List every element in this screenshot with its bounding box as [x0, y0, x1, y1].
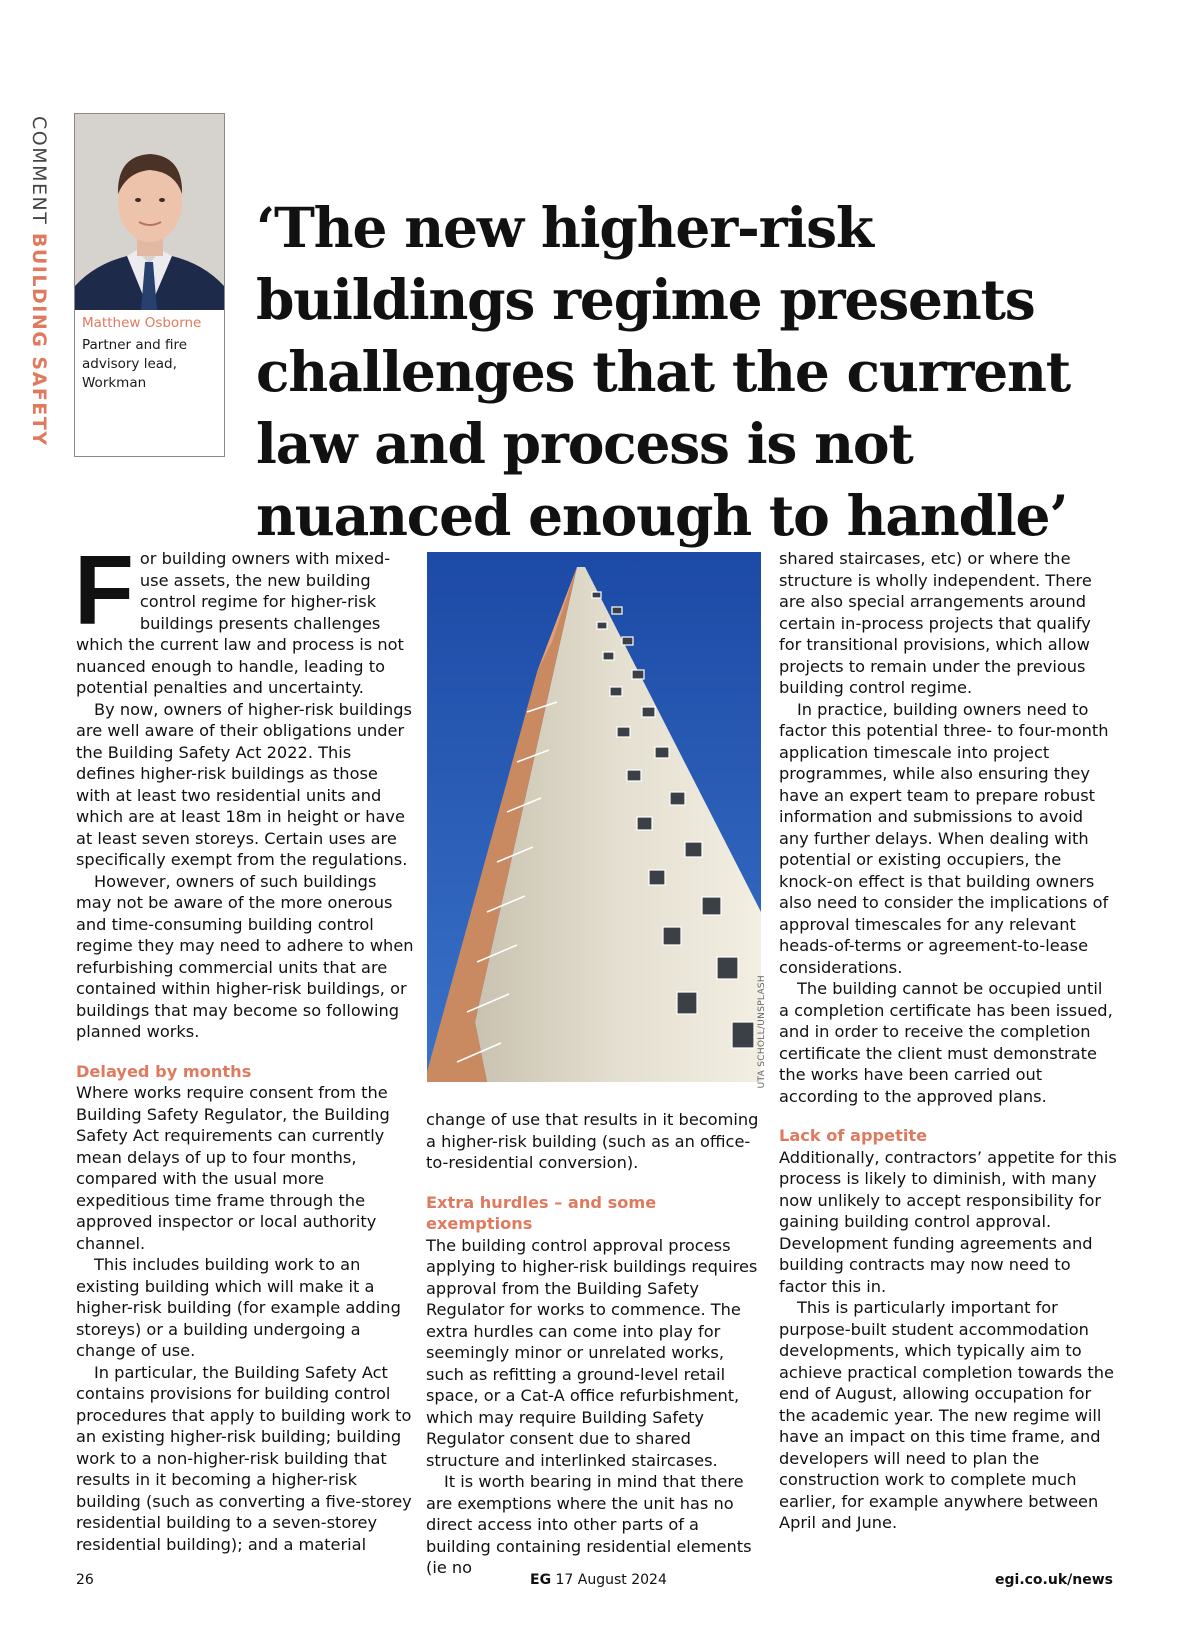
article-column-1	[74, 535, 414, 1555]
subheading: Lack of appetite	[779, 1126, 928, 1145]
paragraph: Where works require consent from the Building Safety Regulator, the Building Safety Act requirements can currently mean delays of up to four months, compared with the usual more expeditious time frame through the approved inspector or local authority channel.	[76, 1083, 390, 1253]
page-number: 26	[76, 1572, 94, 1588]
section-label	[27, 116, 51, 447]
section-name: COMMENT	[28, 116, 50, 226]
author-name: Matthew Osborne	[82, 315, 202, 331]
paragraph: This includes building work to an existing building which will make it a higher-risk building (for example adding storeys) or a building undergoing a change of use.	[76, 1255, 401, 1360]
author-card	[74, 113, 225, 457]
paragraph: This is particularly important for purpose-built student accommodation developments, which typically aim to achieve practical completion towards the end of August, allowing occupation for the academic year. The new regime will have an impact on this time frame, and developers will need to plan the construction work to complete much earlier, for example anywhere between April and June.	[779, 1298, 1114, 1532]
publication-date: 17 August 2024	[555, 1572, 667, 1588]
paragraph: Additionally, contractors’ appetite for this process is likely to diminish, with many now unlikely to accept responsibility for gaining building control approval. Development funding agreements and building contracts may now need to factor this in.	[779, 1147, 1117, 1296]
article-column-3	[779, 548, 1117, 1534]
paragraph: It is worth bearing in mind that there are exemptions where the unit has no direct access into other parts of a building containing residential elements (ie no	[426, 1472, 752, 1577]
headline: ‘The new higher-risk buildings regime presents challenges that the current law and process is not nuanced enough to handle’	[256, 195, 1070, 548]
paragraph: By now, owners of higher-risk buildings are well aware of their obligations under the Building Safety Act 2022. This defines higher-risk buildings as those with at least two residential units and which are at least 18m in height or have at least seven storeys. Certain uses are specifically exempt from the regulations.	[76, 699, 412, 869]
paragraph: However, owners of such buildings may not be aware of the more onerous and time-consuming building control regime they may need to adhere to when refurbishing commercial units that are contained within higher-risk buildings, or buildings that may become so following planned works.	[76, 871, 414, 1041]
paragraph: change of use that results in it becoming a higher-risk building (such as an office-to-residential conversion).	[426, 1110, 759, 1172]
paragraph: The building cannot be occupied until a completion certificate has been issued, and in order to receive the completion certificate the client must demonstrate the works have been carried out according to the approved plans.	[779, 979, 1113, 1106]
publication-name: EG	[530, 1572, 552, 1588]
drop-cap: F	[74, 535, 134, 645]
site-url[interactable]: egi.co.uk/news	[995, 1572, 1113, 1588]
paragraph: shared staircases, etc) or where the structure is wholly independent. There are also special arrangements around certain in-process projects that qualify for transitional provisions, which allow projects to remain under the previous building control regime.	[779, 549, 1092, 697]
paragraph: In practice, building owners need to factor this potential three- to four-month application timescale into project programmes, while also ensuring they have an expert team to prepare robust information and submissions to avoid any further delays. When dealing with potential or existing occupiers, the knock-on effect is that building owners also need to consider the implications of approval timescales for any relevant heads-of-terms or agreement-to-lease considerations.	[779, 699, 1109, 977]
author-role: Partner and fire advisory lead, Workman	[82, 337, 188, 391]
paragraph: In particular, the Building Safety Act contains provisions for building control procedures that apply to building work to an existing higher-risk building; building work to a non-higher-risk building that results in it becoming a higher-risk building (such as converting a five-storey residential building to a seven-storey residential building); and a material	[76, 1362, 412, 1554]
author-photo	[75, 114, 224, 310]
paragraph: For building owners with mixed-use assets, the new building control regime for higher-risk buildings presents challenges which the current law and process is not nuanced enough to handle, leading to potential penalties and uncertainty.	[74, 535, 404, 697]
article-column-2	[426, 1109, 766, 1579]
publication-info	[530, 1572, 667, 1588]
subheading: Extra hurdles – and some exemptions	[426, 1192, 657, 1233]
building-photo	[427, 552, 761, 1082]
section-topic: BUILDING SAFETY	[28, 232, 50, 447]
photo-credit: UTA SCHOLL/UNSPLASH	[757, 975, 767, 1089]
subheading: Delayed by months	[76, 1061, 252, 1081]
paragraph: The building control approval process applying to higher-risk buildings requires approval from the Building Safety Regulator for works to commence. The extra hurdles can come into play for seemingly minor or unrelated works, such as refitting a ground-level retail space, or a Cat-A office refurbishment, which may require Building Safety Regulator consent due to shared structure and interlinked staircases.	[426, 1235, 758, 1470]
